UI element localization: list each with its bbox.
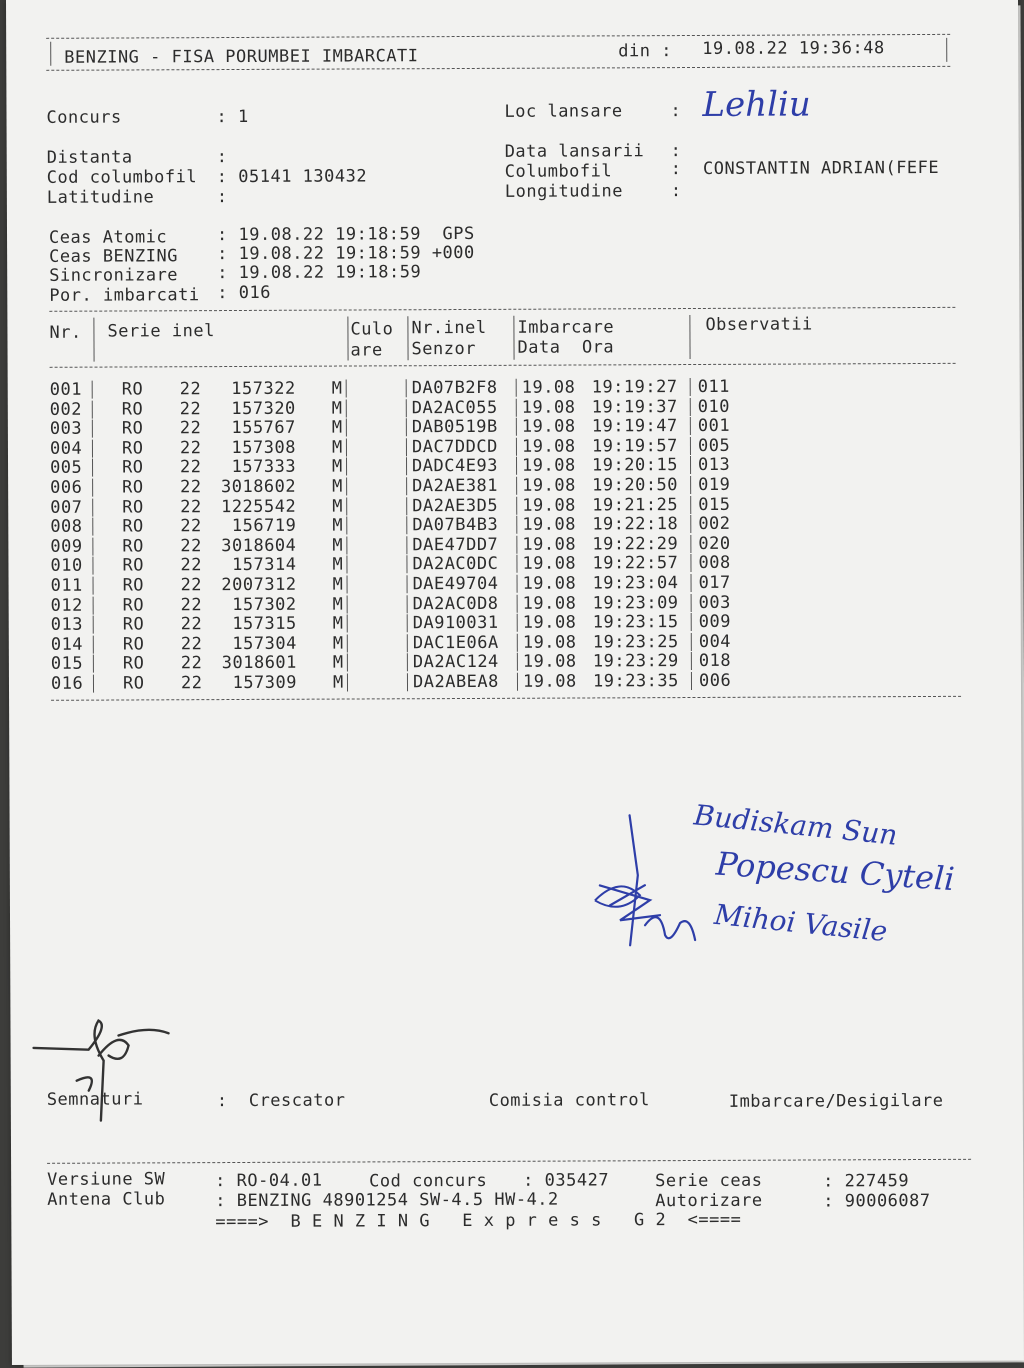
cell-ora: 19:23:04 — [592, 573, 679, 594]
cell-inel: 3018602 — [220, 476, 297, 498]
distanta-label: Distanta — [46, 147, 133, 168]
cell-obs: 010 — [697, 396, 731, 417]
cell-data: 19.08 — [521, 436, 576, 457]
row-separator — [691, 672, 692, 690]
ceas-benzing-value: : 19.08.22 19:18:59 +000 — [217, 242, 475, 265]
row-separator — [516, 438, 517, 456]
row-separator — [690, 515, 691, 533]
signature-imbarcare-desigilare: Imbarcare/Desigilare — [728, 1090, 944, 1112]
cell-data: 19.08 — [522, 612, 577, 633]
row-separator — [406, 477, 407, 495]
row-separator — [516, 536, 517, 554]
row-separator — [93, 655, 94, 673]
cell-data: 19.08 — [522, 651, 577, 673]
header-sep — [347, 317, 348, 361]
cell-nr: 014 — [50, 634, 84, 655]
col-header-serie: Serie inel — [107, 321, 215, 342]
cell-tara: RO — [122, 673, 145, 694]
cell-obs: 018 — [698, 651, 732, 672]
antena-club-value: : BENZING 48901254 SW-4.5 HW-4.2 — [215, 1189, 559, 1212]
cell-nr: 013 — [50, 614, 83, 635]
row-separator — [93, 577, 94, 595]
cell-sex: M — [332, 672, 344, 693]
cell-senzor: DAE49704 — [412, 573, 499, 595]
cell-inel: 155767 — [231, 417, 296, 439]
cell-sex: M — [331, 456, 343, 477]
cell-inel: 157322 — [231, 378, 296, 400]
cell-senzor: DA2AC124 — [412, 652, 499, 673]
cell-ora: 19:21:25 — [592, 494, 679, 516]
row-separator — [406, 379, 407, 397]
row-separator — [93, 616, 94, 634]
cell-senzor: DAC1E06A — [412, 632, 499, 654]
row-separator — [92, 518, 93, 536]
cell-nr: 007 — [50, 497, 83, 518]
row-separator — [92, 400, 93, 418]
cell-sex: M — [332, 594, 344, 615]
cell-nr: 008 — [50, 516, 83, 537]
cell-an: 22 — [180, 673, 203, 694]
cell-senzor: DA2ABEA8 — [412, 671, 499, 693]
cell-data: 19.08 — [521, 455, 576, 477]
col-header-observatii: Observatii — [705, 314, 813, 335]
row-separator — [517, 653, 518, 671]
cell-inel: 157333 — [231, 457, 297, 478]
cell-an: 22 — [180, 653, 203, 674]
cell-tara: RO — [121, 438, 144, 459]
committee-signature — [590, 805, 731, 956]
cell-sex: M — [332, 496, 344, 517]
row-separator — [406, 418, 407, 436]
cell-tara: RO — [121, 379, 144, 400]
signature-comisia-control: Comisia control — [488, 1090, 650, 1111]
header-sep — [689, 315, 690, 359]
cell-tara: RO — [122, 575, 145, 596]
cell-nr: 011 — [50, 575, 83, 596]
data-lansarii-value: : — [670, 141, 682, 162]
cell-sex: M — [331, 378, 343, 399]
cell-data: 19.08 — [522, 593, 577, 614]
row-separator — [407, 575, 408, 593]
cell-obs: 020 — [698, 533, 731, 554]
latitudine-label: Latitudine — [46, 187, 155, 208]
row-separator — [690, 535, 691, 553]
cell-ora: 19:23:35 — [592, 671, 679, 692]
row-separator — [407, 614, 408, 632]
cell-an: 22 — [180, 535, 202, 557]
print-date-label: din : — [618, 41, 672, 62]
serie-ceas-value: : 227459 — [823, 1171, 910, 1192]
cell-obs: 004 — [698, 631, 732, 652]
porumbei-imbarcati-value: : 016 — [217, 282, 272, 304]
header-sep — [407, 316, 408, 360]
header-left-border — [50, 42, 51, 66]
cell-nr: 015 — [50, 654, 84, 675]
cod-concurs-value: : 035427 — [523, 1170, 610, 1191]
table-header-rule — [50, 363, 956, 368]
cell-an: 22 — [180, 633, 203, 655]
cell-ora: 19:22:29 — [592, 533, 679, 555]
header-sep — [93, 318, 94, 362]
cell-senzor: DA2AE381 — [412, 475, 499, 497]
cell-ora: 19:23:15 — [592, 612, 679, 633]
row-separator — [347, 576, 348, 594]
cell-ora: 19:23:25 — [592, 631, 679, 653]
col-header-culoare-2: are — [350, 340, 383, 361]
cell-inel: 157320 — [231, 398, 296, 419]
row-separator — [517, 614, 518, 632]
row-separator — [690, 417, 691, 435]
cod-concurs-label: Cod concurs — [369, 1170, 488, 1192]
cell-an: 22 — [180, 477, 202, 498]
cell-nr: 012 — [50, 595, 83, 616]
row-separator — [407, 654, 408, 672]
row-separator — [92, 498, 93, 516]
row-separator — [517, 634, 518, 652]
row-separator — [346, 497, 347, 515]
row-separator — [691, 633, 692, 651]
cell-inel: 157309 — [232, 672, 298, 694]
row-separator — [690, 378, 691, 396]
cell-ora: 19:20:15 — [591, 455, 678, 476]
cell-inel: 2007312 — [221, 574, 297, 596]
header-right-border — [946, 38, 947, 62]
cell-ora: 19:22:57 — [592, 553, 679, 574]
cell-senzor: DA2AC0DC — [412, 554, 499, 575]
cell-obs: 005 — [697, 435, 731, 456]
row-separator — [516, 457, 517, 475]
cell-senzor: DA2AC0D8 — [412, 593, 499, 614]
row-separator — [691, 574, 692, 592]
cell-data: 19.08 — [522, 534, 577, 555]
cell-sex: M — [332, 535, 344, 556]
cell-obs: 015 — [698, 494, 731, 515]
cell-sex: M — [332, 554, 344, 575]
cell-data: 19.08 — [522, 573, 577, 594]
cell-inel: 157304 — [232, 633, 297, 654]
cell-nr: 001 — [49, 379, 82, 400]
loc-lansare-colon: : — [670, 101, 682, 122]
cell-inel: 157308 — [231, 437, 296, 458]
longitudine-value: : — [670, 181, 682, 202]
cell-obs: 009 — [698, 612, 731, 633]
antena-club-label: Antena Club — [47, 1189, 166, 1210]
row-separator — [516, 516, 517, 534]
row-separator — [517, 575, 518, 593]
cell-data: 19.08 — [522, 475, 576, 496]
cell-an: 22 — [179, 457, 202, 478]
table-top-rule — [49, 307, 955, 312]
data-lansarii-label: Data lansarii — [504, 141, 645, 162]
handwritten-name-3: Mihoi Vasile — [712, 897, 889, 949]
ceas-benzing-label: Ceas BENZING — [49, 246, 178, 267]
cell-tara: RO — [122, 653, 145, 674]
row-separator — [346, 478, 347, 496]
latitudine-value: : — [216, 187, 228, 208]
row-separator — [690, 554, 691, 572]
ceas-atomic-label: Ceas Atomic — [48, 227, 168, 248]
row-separator — [406, 556, 407, 574]
cell-nr: 016 — [50, 673, 84, 694]
cell-ora: 19:23:29 — [592, 651, 679, 672]
row-separator — [92, 557, 93, 575]
cod-columbofil-label: Cod columbofil — [46, 167, 198, 188]
handwritten-name-2: Popescu Cyteli — [714, 844, 956, 899]
row-separator — [347, 595, 348, 613]
document-title: BENZING - FISA PORUMBEI IMBARCATI — [64, 46, 419, 68]
autorizare-value: : 90006087 — [823, 1190, 931, 1212]
cell-obs: 017 — [698, 572, 731, 593]
cod-columbofil-value: : 05141 130432 — [216, 166, 368, 188]
cell-data: 19.08 — [522, 495, 576, 516]
cell-inel: 157315 — [232, 613, 297, 635]
cell-obs: 013 — [697, 455, 731, 476]
row-separator — [407, 673, 408, 691]
row-separator — [346, 458, 347, 476]
row-separator — [347, 634, 348, 652]
row-separator — [406, 399, 407, 417]
row-separator — [516, 555, 517, 573]
cell-senzor: DA910031 — [412, 613, 499, 634]
cell-ora: 19:19:47 — [591, 416, 678, 437]
cell-sex: M — [331, 417, 343, 438]
row-separator — [691, 613, 692, 631]
cell-sex: M — [331, 398, 343, 419]
cell-senzor: DA07B4B3 — [412, 515, 499, 536]
row-separator — [691, 594, 692, 612]
cell-tara: RO — [121, 418, 144, 439]
document-page — [6, 0, 1024, 1365]
cell-senzor: DA2AC055 — [411, 397, 498, 418]
autorizare-label: Autorizare — [655, 1190, 763, 1212]
sincronizare-label: Sincronizare — [49, 265, 179, 286]
row-separator — [347, 654, 348, 672]
loc-lansare-label: Loc lansare — [504, 101, 623, 122]
row-separator — [517, 594, 518, 612]
row-separator — [347, 674, 348, 692]
semnaturi-label: Semnaturi — [46, 1089, 144, 1110]
cell-ora: 19:19:57 — [591, 435, 678, 457]
concurs-label: Concurs — [46, 107, 122, 128]
columbofil-label: Columbofil — [504, 161, 613, 182]
cell-senzor: DA07B2F8 — [411, 377, 498, 399]
cell-data: 19.08 — [521, 377, 576, 398]
cell-sex: M — [331, 437, 343, 458]
cell-obs: 008 — [698, 553, 731, 574]
row-separator — [347, 615, 348, 633]
row-separator — [516, 477, 517, 495]
loc-lansare-handwritten: Lehliu — [702, 84, 811, 125]
cell-tara: RO — [121, 398, 144, 420]
row-separator — [406, 497, 407, 515]
row-separator — [690, 456, 691, 474]
cell-data: 19.08 — [521, 416, 576, 437]
ceas-atomic-value: : 19.08.22 19:18:59 GPS — [216, 223, 475, 246]
row-separator — [691, 652, 692, 670]
cell-senzor: DAB0519B — [411, 417, 498, 438]
row-separator — [92, 381, 93, 399]
signature-crescator: Crescator — [248, 1090, 346, 1111]
cell-an: 22 — [180, 516, 202, 537]
col-header-imbarcare-2: Data Ora — [517, 337, 615, 358]
cell-an: 22 — [180, 555, 202, 576]
cell-sex: M — [332, 613, 344, 634]
row-separator — [346, 438, 347, 456]
cell-tara: RO — [122, 477, 144, 498]
row-separator — [92, 420, 93, 438]
cell-inel: 3018604 — [221, 535, 297, 556]
distanta-value: : — [216, 147, 228, 168]
cell-nr: 005 — [49, 458, 83, 479]
cell-tara: RO — [122, 614, 145, 635]
concurs-value: : 1 — [216, 106, 249, 128]
cell-obs: 001 — [697, 416, 731, 437]
row-separator — [346, 380, 347, 398]
cell-an: 22 — [179, 437, 202, 459]
handwritten-name-1: Budiskam Sun — [692, 798, 899, 852]
cell-nr: 010 — [50, 556, 83, 577]
cell-tara: RO — [122, 496, 144, 518]
versiune-sw-value: : RO-04.01 — [215, 1170, 323, 1192]
col-header-culoare-1: Culo — [350, 319, 394, 340]
row-separator — [516, 398, 517, 416]
cell-ora: 19:20:50 — [592, 475, 679, 496]
sincronizare-value: : 19.08.22 19:18:59 — [217, 262, 422, 284]
col-header-nrinel-2: Senzor — [411, 338, 476, 360]
row-separator — [690, 398, 691, 416]
cell-tara: RO — [122, 594, 145, 616]
cell-data: 19.08 — [522, 671, 577, 692]
print-date-value: 19.08.22 19:36:48 — [702, 38, 885, 59]
cell-senzor: DAE47DD7 — [412, 534, 499, 556]
cell-nr: 002 — [49, 399, 83, 420]
row-separator — [690, 496, 691, 514]
col-header-nrinel-1: Nr.inel — [411, 317, 487, 339]
row-separator — [516, 496, 517, 514]
cell-inel: 157302 — [232, 594, 297, 615]
benzing-express-banner: ====> B E N Z I N G E x p r e s s G 2 <==== — [215, 1209, 742, 1233]
cell-obs: 011 — [697, 376, 730, 397]
cell-ora: 19:19:37 — [591, 396, 678, 418]
serie-ceas-label: Serie ceas — [655, 1170, 763, 1192]
cell-inel: 157314 — [232, 555, 297, 576]
cell-senzor: DA2AE3D5 — [412, 495, 499, 516]
cell-an: 22 — [180, 614, 203, 635]
cell-sex: M — [332, 515, 344, 536]
cell-ora: 19:22:18 — [592, 514, 679, 535]
col-header-nr: Nr. — [49, 322, 82, 343]
col-header-imbarcare-1: Imbarcare — [517, 317, 615, 338]
cell-nr: 003 — [49, 418, 83, 440]
row-separator — [406, 458, 407, 476]
cell-tara: RO — [122, 555, 144, 576]
cell-data: 19.08 — [522, 632, 577, 653]
row-separator — [92, 459, 93, 477]
cell-an: 22 — [180, 594, 203, 615]
cell-an: 22 — [179, 398, 202, 419]
row-separator — [346, 517, 347, 535]
cell-ora: 19:23:09 — [592, 592, 679, 614]
row-separator — [346, 536, 347, 554]
row-separator — [346, 399, 347, 417]
cell-ora: 19:19:27 — [591, 377, 678, 398]
cell-data: 19.08 — [522, 514, 577, 535]
row-separator — [690, 476, 691, 494]
columbofil-value: : CONSTANTIN ADRIAN(FEFE — [670, 157, 940, 180]
row-separator — [93, 635, 94, 653]
cell-obs: 003 — [698, 592, 731, 613]
longitudine-label: Longitudine — [504, 181, 623, 202]
cell-nr: 004 — [49, 438, 83, 459]
row-separator — [407, 634, 408, 652]
cell-obs: 002 — [698, 514, 731, 535]
cell-inel: 3018601 — [221, 653, 297, 674]
row-separator — [93, 675, 94, 693]
cell-tara: RO — [122, 536, 144, 557]
semnaturi-colon: : — [216, 1091, 228, 1112]
cell-senzor: DAC7DDCD — [411, 436, 498, 458]
row-separator — [690, 437, 691, 455]
row-separator — [92, 439, 93, 457]
cell-data: 19.08 — [522, 553, 577, 575]
row-separator — [92, 479, 93, 497]
cell-nr: 009 — [50, 536, 83, 557]
cell-nr: 006 — [50, 477, 83, 498]
row-separator — [346, 556, 347, 574]
row-separator — [346, 419, 347, 437]
cell-tara: RO — [121, 457, 144, 478]
cell-sex: M — [332, 652, 344, 673]
row-separator — [406, 536, 407, 554]
cell-data: 19.08 — [521, 397, 576, 418]
row-separator — [517, 673, 518, 691]
row-separator — [516, 379, 517, 397]
cell-sex: M — [332, 574, 344, 595]
row-separator — [406, 438, 407, 456]
cell-inel: 1225542 — [221, 496, 297, 517]
cell-an: 22 — [180, 496, 202, 517]
cell-obs: 006 — [698, 670, 732, 691]
row-separator — [406, 516, 407, 534]
row-separator — [92, 537, 93, 555]
cell-sex: M — [332, 633, 344, 654]
cell-tara: RO — [122, 634, 145, 655]
header-sep — [513, 316, 514, 360]
table-row — [49, 670, 949, 694]
porumbei-imbarcati-label: Por. imbarcati — [49, 285, 200, 306]
versiune-sw-label: Versiune SW — [47, 1169, 166, 1190]
row-separator — [516, 418, 517, 436]
cell-tara: RO — [122, 516, 144, 537]
row-separator — [407, 595, 408, 613]
cell-sex: M — [332, 476, 343, 497]
cell-senzor: DADC4E93 — [411, 456, 498, 477]
table-bottom-rule — [51, 696, 961, 701]
cell-an: 22 — [180, 575, 203, 596]
cell-obs: 019 — [698, 474, 731, 495]
cell-an: 22 — [179, 379, 202, 400]
cell-an: 22 — [179, 418, 202, 439]
cell-inel: 156719 — [231, 515, 297, 537]
footer-rule — [47, 1159, 971, 1164]
row-separator — [93, 596, 94, 614]
